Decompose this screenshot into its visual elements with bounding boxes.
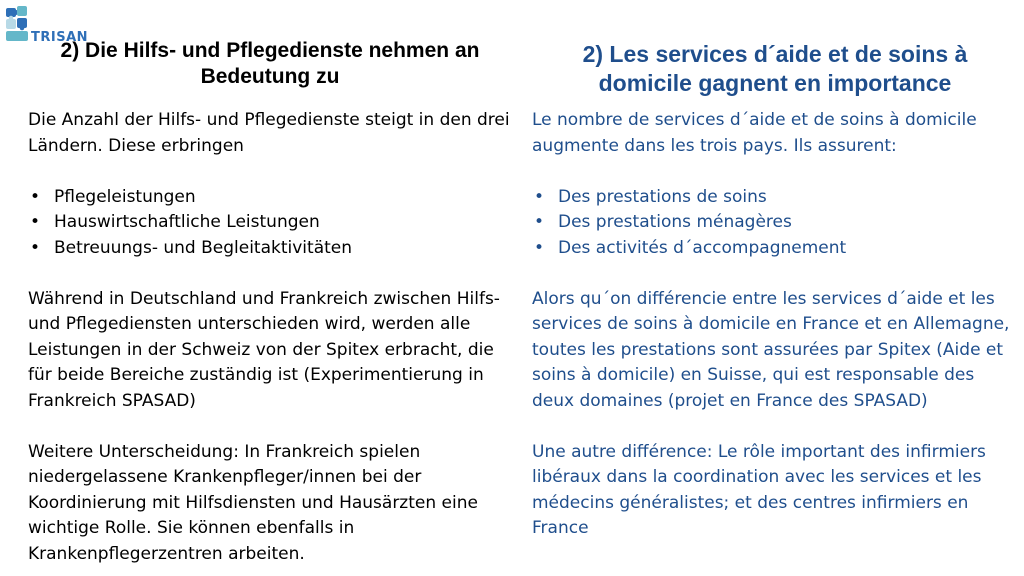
title-german: 2) Die Hilfs- und Pflegedienste nehmen an Bedeutung zu (60, 39, 480, 89)
fr-paragraph-2: Une autre différence: Le rôle important des infirmiers libéraux dans la coordination avec les services et les médecins généralistes; et des centres infirmiers en France (532, 441, 986, 538)
logo-text: TRISAN (31, 30, 89, 45)
title-french: 2) Les services d´aide et de soins à domicile gagnent en importance (582, 41, 968, 96)
de-intro: Die Anzahl der Hilfs- und Pflegedienste steigt in den drei Ländern. Diese erbringen (28, 110, 510, 156)
de-bullet-item: • Betreuungs- und Begleitaktivitäten (28, 236, 518, 262)
fr-paragraph-1: Alors qu´on différencie entre les services d´aide et les services de soins à domicile en France et en Allemagne, toutes les prestations sont assurées par Spitex (Aide et soins à domicile) en Suisse, qui est responsable des deux domaines (projet en France des SPASAD) (532, 288, 1010, 411)
fr-intro: Le nombre de services d´aide et de soins à domicile augmente dans les trois pays. Ils assurent: (532, 110, 977, 156)
french-column (532, 108, 1016, 542)
fr-bullet-item: • Des activités d´accompagnement (532, 236, 1016, 262)
de-paragraph-2: Weitere Unterscheidung: In Frankreich spielen niedergelassene Krankenpfleger/innen bei der Koordinierung mit Hilfsdiensten und Hausärzten eine wichtige Rolle. Sie können ebenfalls in Krankenpflegerzentren arbeiten. (28, 441, 478, 564)
german-column (28, 108, 518, 567)
de-bullet-list (28, 185, 518, 262)
fr-bullet-list (532, 185, 1016, 262)
de-paragraph-1: Während in Deutschland und Frankreich zwischen Hilfs- und Pflegediensten unterschieden wird, werden alle Leistungen in der Schweiz von der Spitex erbracht, die für beide Bereiche zuständig ist (Experimentierung in Frankreich SPASAD) (28, 288, 500, 411)
fr-bullet-item: • Des prestations de soins (532, 185, 1016, 211)
de-bullet-item: • Hauswirtschaftliche Leistungen (28, 210, 518, 236)
fr-bullet-item: • Des prestations ménagères (532, 210, 1016, 236)
de-bullet-item: • Pflegeleistungen (28, 185, 518, 211)
